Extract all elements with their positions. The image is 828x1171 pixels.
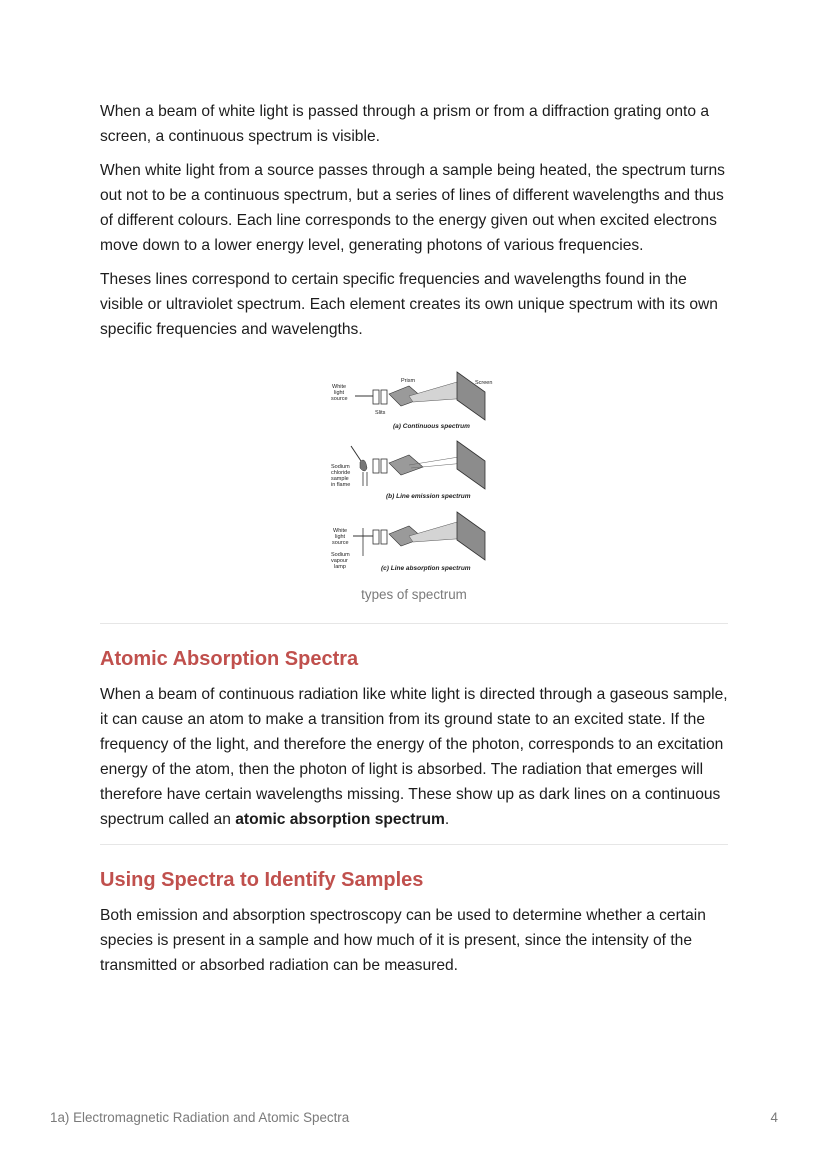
figure-caption: types of spectrum: [361, 587, 467, 602]
slit-1: [373, 530, 379, 544]
footer-title: 1a) Electromagnetic Radiation and Atomic Spectra: [50, 1110, 350, 1125]
label-lamp: lamp: [334, 564, 346, 570]
heading-identify-samples: Using Spectra to Identify Samples: [100, 869, 424, 891]
paragraph-line-emission: When white light from a source passes through a sample being heated, the spectrum turns out not to be a continuous spectrum, but a series of lines of different wavelengths and thus of different colours. Each line corresponds to the energy given out when excited electrons move down to a lower energy level, generating photons of various frequencies.: [100, 162, 725, 254]
label-vapour: vapour: [331, 558, 348, 564]
document-body: [100, 99, 728, 987]
label-light: light: [334, 390, 345, 396]
label-white: White: [332, 384, 347, 390]
title-continuous: (a) Continuous spectrum: [393, 423, 470, 430]
title-line-absorption: (c) Line absorption spectrum: [381, 565, 471, 572]
panel-line-absorption: [331, 512, 485, 572]
label-chloride: chloride: [331, 470, 351, 476]
label-white: White: [333, 528, 348, 534]
label-light: light: [335, 534, 346, 540]
title-line-emission: (b) Line emission spectrum: [386, 493, 471, 500]
slit-2: [381, 459, 387, 473]
slit-2: [381, 530, 387, 544]
label-sodium: Sodium: [331, 464, 350, 470]
absorption-text: When a beam of continuous radiation like white light is directed through a gaseous sample, it can cause an atom to make a transition from its ground state to an excited state. If the frequency of the light, and therefore the energy of the photon, corresponds to an excitation energy of the atom, then the photon of light is absorbed. The radiation that emerges will therefore have certain wavelengths missing. These show up as dark lines on a continuous spectrum called an: [100, 686, 728, 828]
label-prism: Prism: [401, 378, 416, 384]
panel-continuous: [331, 372, 492, 430]
slit-1: [373, 390, 379, 404]
slit-2: [381, 390, 387, 404]
label-sample: sample: [331, 476, 349, 482]
label-screen: Screen: [475, 380, 493, 386]
paragraph-identify-samples: Both emission and absorption spectroscopy can be used to determine whether a certain species is present in a sample and how much of it is present, since the intensity of the transmitted or absorbed radiation can be measured.: [100, 907, 706, 974]
spectrum-diagram: [329, 368, 499, 572]
paragraph-continuous-spectrum: When a beam of white light is passed through a prism or from a diffraction grating onto a screen, a continuous spectrum is visible.: [100, 103, 710, 145]
absorption-text-end: .: [444, 811, 450, 828]
bold-term: atomic absorption spectrum: [235, 811, 445, 828]
label-source: source: [332, 540, 349, 546]
page-number: 4: [770, 1110, 778, 1125]
paragraph-unique-spectrum: Theses lines correspond to certain specific frequencies and wavelengths found in the visible or ultraviolet spectrum. Each element creates its own unique spectrum with its own specific frequencies and wavelengths.: [100, 271, 718, 338]
panel-line-emission: [331, 441, 485, 500]
screen-shape: [457, 441, 485, 489]
label-slits: Slits: [375, 410, 386, 416]
flame-icon: [360, 460, 367, 471]
paragraph-atomic-absorption: [100, 682, 728, 832]
prism-shape: [389, 455, 423, 475]
section-divider: [100, 844, 728, 845]
spectrum-figure: [100, 368, 728, 603]
slit-1: [373, 459, 379, 473]
label-in-flame: in flame: [331, 482, 351, 488]
label-sodium: Sodium: [331, 552, 350, 558]
heading-atomic-absorption: Atomic Absorption Spectra: [100, 648, 359, 670]
section-divider: [100, 623, 728, 624]
label-source: source: [331, 396, 348, 402]
screen-shape: [457, 512, 485, 560]
